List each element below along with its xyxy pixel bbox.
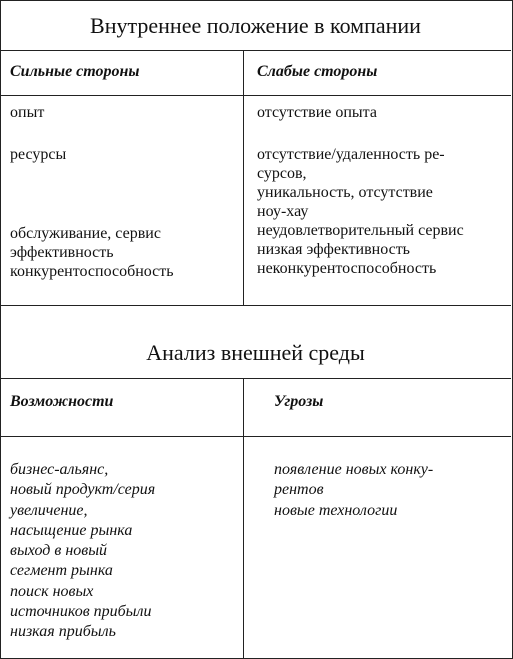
- list-item: источников прибыли: [10, 603, 152, 621]
- weaknesses-header: Слабые стороны: [257, 63, 378, 80]
- list-item: ноу-хау: [257, 203, 309, 220]
- threats-list: [274, 460, 506, 521]
- internal-section-title: Внутреннее положение в компании: [90, 13, 421, 38]
- list-item: новый продукт/серия: [10, 481, 156, 499]
- strengths-header: Сильные стороны: [10, 63, 140, 80]
- list-item: сегмент рынка: [10, 562, 113, 580]
- list-item: опыт: [10, 104, 45, 121]
- weaknesses-list: [257, 103, 507, 278]
- column-divider: [243, 378, 244, 658]
- list-item: увеличение,: [10, 501, 88, 519]
- list-item: обслуживание, сервис: [10, 225, 161, 242]
- list-item: неудовлетворительный сервис: [257, 222, 464, 239]
- list-item: сурсов,: [257, 165, 307, 182]
- threats-header: Угрозы: [274, 393, 324, 410]
- list-item: неконкурентоспособность: [257, 260, 437, 277]
- list-item: появление новых конку-: [274, 461, 434, 478]
- list-item: ресурсы: [10, 146, 67, 163]
- list-item: низкая эффективность: [257, 241, 410, 258]
- list-item: насыщение рынка: [10, 521, 133, 539]
- opportunities-header: Возможности: [10, 393, 114, 410]
- table-rule: [0, 50, 511, 51]
- table-rule: [0, 436, 511, 437]
- table-rule: [0, 305, 511, 306]
- opportunities-list: [10, 460, 240, 643]
- list-item: поиск новых: [10, 582, 94, 600]
- list-item: конкурентоспособность: [10, 263, 174, 280]
- strengths-list: [10, 103, 240, 281]
- external-section-title: Анализ внешней среды: [146, 340, 365, 365]
- list-item: отсутствие опыта: [257, 104, 377, 121]
- list-item: низкая прибыль: [10, 623, 116, 641]
- list-item: эффективность: [10, 244, 114, 261]
- list-item: уникальность, отсутствие: [257, 184, 433, 201]
- list-item: отсутствие/удаленность ре-: [257, 146, 445, 163]
- list-item: новые технологии: [274, 501, 398, 519]
- table-rule: [0, 378, 511, 379]
- column-divider: [243, 50, 244, 305]
- table-rule: [0, 95, 511, 96]
- list-item: бизнес-альянс,: [10, 461, 109, 478]
- list-item: выход в новый: [10, 542, 108, 560]
- list-item: рентов: [274, 481, 324, 499]
